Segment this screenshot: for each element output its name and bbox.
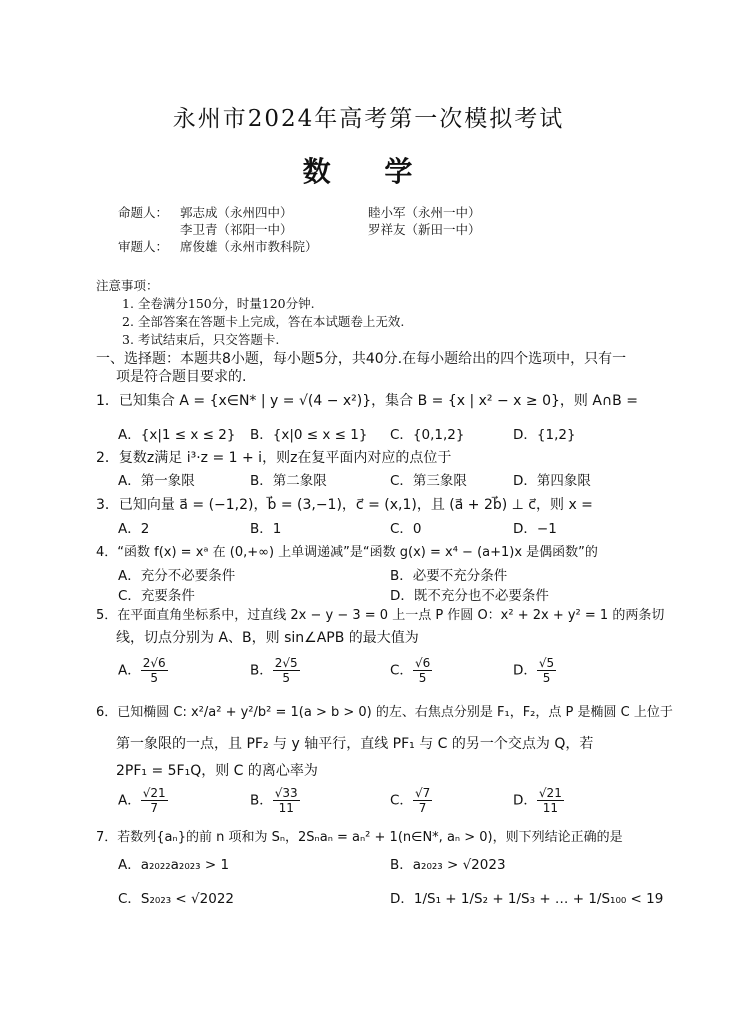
q5-option-a — [118, 656, 168, 685]
q5-option-d — [513, 656, 556, 685]
q6-option-c-label: C． — [390, 792, 413, 809]
q2-option-c: C．第三象限 — [390, 473, 467, 489]
q3-option-a: A．2 — [118, 521, 150, 537]
q1-option-c: C．{0,1,2} — [390, 427, 465, 443]
question-5-stem-line1: 5．在平面直角坐标系中，过直线 2x − y − 3 = 0 上一点 P 作圆 O：x² + 2x + y² = 1 的两条切 — [96, 608, 665, 623]
author-5: 席俊雄（永州市教科院） — [180, 239, 318, 254]
q4-option-c: C．充要条件 — [118, 588, 195, 604]
q3-option-d: D．−1 — [513, 521, 557, 537]
q5-option-c-fraction — [413, 656, 432, 685]
q6-option-a — [118, 786, 168, 815]
q6-option-b — [250, 786, 300, 815]
question-7-stem: 7．若数列{aₙ}的前 n 项和为 Sₙ，2Sₙaₙ = aₙ² + 1(n∈N*, aₙ > 0)，则下列结论正确的是 — [96, 830, 623, 845]
question-4-stem: 4．“函数 f(x) = xᵃ 在 (0,+∞) 上单调递减”是“函数 g(x) = x⁴ − (a+1)x 是偶函数”的 — [96, 545, 598, 560]
q2-option-b: B．第二象限 — [250, 473, 327, 489]
fraction-numerator: √21 — [538, 786, 562, 800]
q4-option-b: B．必要不充分条件 — [390, 568, 508, 584]
q6-option-d-label: D． — [513, 792, 537, 809]
q5-option-b-fraction — [273, 656, 300, 685]
q4-option-a: A．充分不必要条件 — [118, 568, 236, 584]
q6-option-d-fraction — [537, 786, 564, 815]
author-2: 睦小军（永州一中） — [368, 205, 481, 220]
q5-option-b — [250, 656, 300, 685]
q5-option-a-fraction — [141, 656, 168, 685]
question-6-stem-line1: 6．已知椭圆 C: x²/a² + y²/b² = 1(a > b > 0) 的左、右焦点分别是 F₁，F₂，点 P 是椭圆 C 上位于 — [96, 705, 673, 720]
q7-option-d: D．1/S₁ + 1/S₂ + 1/S₃ + … + 1/S₁₀₀ < 19 — [390, 891, 664, 907]
q1-option-d: D．{1,2} — [513, 427, 576, 443]
fraction-numerator: √5 — [538, 656, 555, 670]
fraction-denominator: 11 — [278, 801, 294, 815]
q5-option-d-label: D． — [513, 662, 537, 679]
q5-option-b-label: B． — [250, 662, 273, 679]
fraction-denominator: 7 — [418, 801, 427, 815]
note-item: 1. 全卷满分150分，时量120分钟. — [122, 296, 315, 311]
q6-option-b-label: B． — [250, 792, 273, 809]
q6-option-c — [390, 786, 432, 815]
fraction-numerator: 2√5 — [274, 656, 298, 670]
q6-option-a-fraction — [141, 786, 168, 815]
author-3: 李卫青（祁阳一中） — [180, 222, 293, 237]
q5-option-a-label: A． — [118, 662, 141, 679]
notes-heading: 注意事项： — [96, 278, 159, 293]
q1-option-a: A．{x|1 ≤ x ≤ 2} — [118, 427, 236, 443]
note-item: 2. 全部答案在答题卡上完成，答在本试题卷上无效. — [122, 314, 405, 329]
q7-option-b: B．a₂₀₂₃ > √2023 — [390, 857, 506, 873]
author-1: 郭志成（永州四中） — [180, 205, 293, 220]
q5-option-c-label: C． — [390, 662, 413, 679]
fraction-denominator: 5 — [542, 671, 551, 685]
fraction-denominator: 5 — [150, 671, 159, 685]
q2-option-d: D．第四象限 — [513, 473, 591, 489]
q2-option-a: A．第一象限 — [118, 473, 195, 489]
exam-title: 永州市2024年高考第一次模拟考试 — [172, 106, 565, 132]
question-3-stem: 3．已知向量 a⃗ = (−1,2)，b⃗ = (3,−1)，c⃗ = (x,1)，且 (a⃗ + 2b⃗) ⊥ c⃗，则 x = — [96, 497, 593, 513]
author-label-setters: 命题人： — [118, 205, 169, 220]
fraction-numerator: √6 — [414, 656, 431, 670]
q6-option-d — [513, 786, 564, 815]
question-2-stem: 2．复数z满足 i³·z = 1 + i，则z在复平面内对应的点位于 — [96, 450, 452, 466]
fraction-numerator: √33 — [274, 786, 298, 800]
question-1-stem: 1．已知集合 A = {x∈N* | y = √(4 − x²)}，集合 B = {x | x² − x ≥ 0}，则 A∩B = — [96, 393, 638, 409]
q6-option-c-fraction — [413, 786, 432, 815]
author-label-reviewer: 审题人： — [118, 239, 169, 254]
q5-option-d-fraction — [537, 656, 556, 685]
fraction-denominator: 11 — [542, 801, 558, 815]
note-item: 3. 考试结束后，只交答题卡. — [122, 332, 280, 347]
subject-title: 数 学 — [302, 155, 435, 188]
q3-option-b: B．1 — [250, 521, 282, 537]
q7-option-c: C．S₂₀₂₃ < √2022 — [118, 891, 234, 907]
fraction-denominator: 5 — [282, 671, 291, 685]
q6-option-a-label: A． — [118, 792, 141, 809]
section-heading-line2: 项是符合题目要求的. — [116, 369, 247, 385]
question-6-stem-line2: 第一象限的一点，且 PF₂ 与 y 轴平行，直线 PF₁ 与 C 的另一个交点为 Q，若 — [116, 736, 594, 752]
q3-option-c: C．0 — [390, 521, 422, 537]
author-4: 罗祥友（新田一中） — [368, 222, 481, 237]
q5-option-c — [390, 656, 432, 685]
section-heading-line1: 一、选择题：本题共8小题，每小题5分，共40分.在每小题给出的四个选项中，只有一 — [96, 351, 627, 367]
q6-option-b-fraction — [273, 786, 300, 815]
q1-option-b: B．{x|0 ≤ x ≤ 1} — [250, 427, 368, 443]
q7-option-a: A．a₂₀₂₂a₂₀₂₃ > 1 — [118, 857, 230, 873]
question-5-stem-line2: 线，切点分别为 A、B，则 sin∠APB 的最大值为 — [116, 630, 419, 646]
fraction-denominator: 5 — [418, 671, 427, 685]
fraction-denominator: 7 — [150, 801, 159, 815]
fraction-numerator: √7 — [414, 786, 431, 800]
fraction-numerator: √21 — [142, 786, 166, 800]
q4-option-d: D．既不充分也不必要条件 — [390, 588, 549, 604]
question-6-stem-line3: 2PF₁ = 5F₁Q，则 C 的离心率为 — [116, 763, 318, 779]
fraction-numerator: 2√6 — [142, 656, 166, 670]
